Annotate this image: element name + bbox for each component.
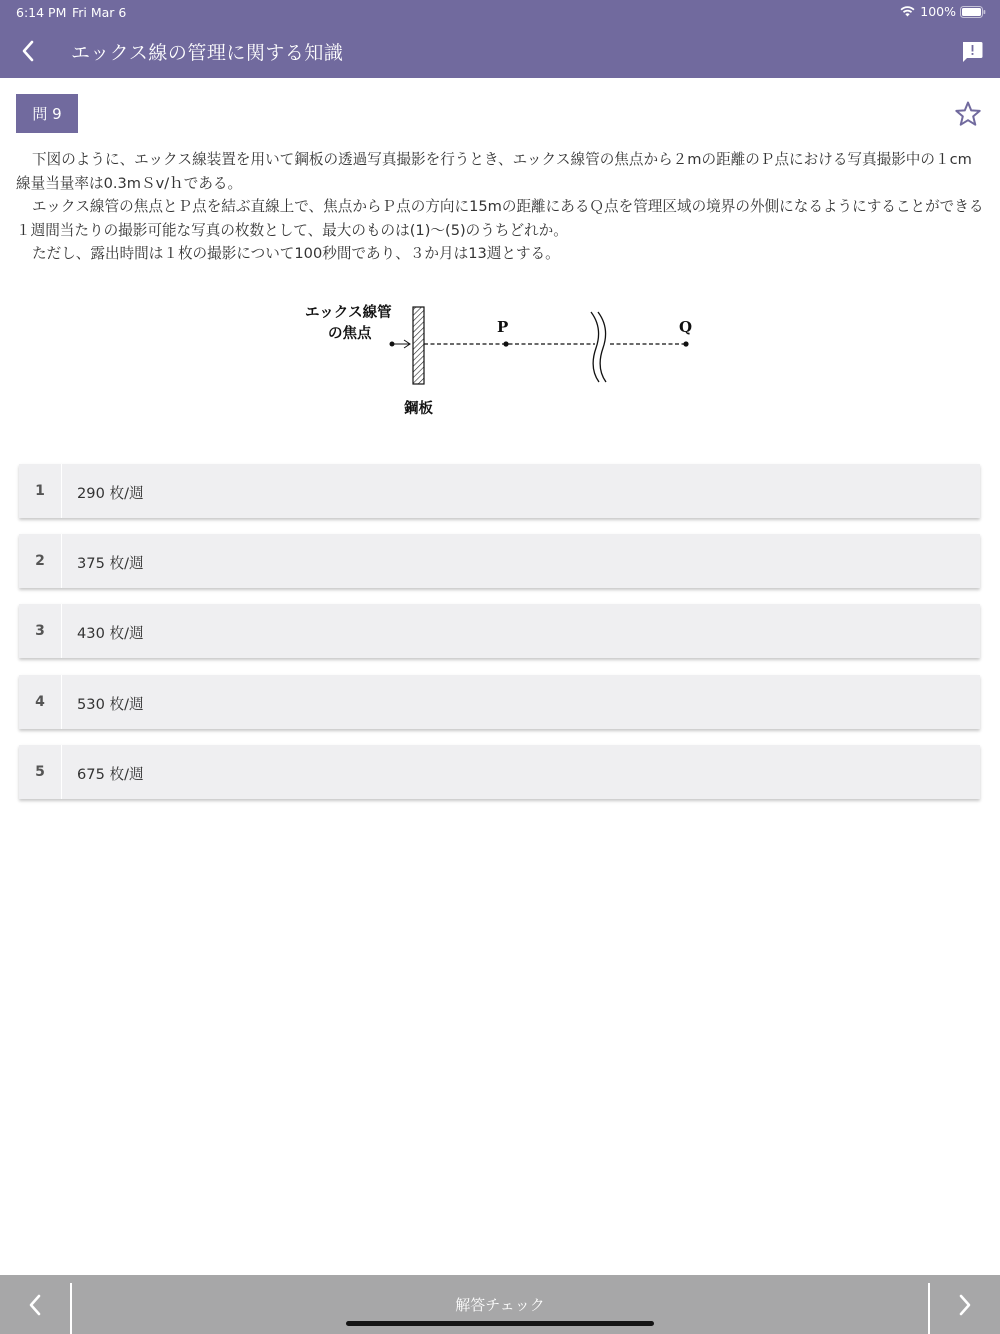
choice-number: 4 bbox=[35, 694, 45, 710]
question-paragraph: 下図のように、エックス線装置を用いて鋼板の透過写真撮影を行うとき、エックス線管の焦点から２mの距離のＰ点における写真撮影中の１cm線量当量率は0.3mＳv/ｈである。 bbox=[16, 151, 972, 192]
page-title: エックス線の管理に関する知識 bbox=[71, 42, 344, 64]
choice-divider bbox=[61, 745, 62, 799]
choice-label: 430 枚/週 bbox=[77, 625, 144, 642]
answer-choice-5[interactable] bbox=[19, 745, 980, 799]
check-answer-button[interactable]: 解答チェック bbox=[455, 1296, 545, 1314]
point-q-label: Q bbox=[679, 318, 693, 336]
home-indicator bbox=[346, 1321, 654, 1326]
choice-label: 290 枚/週 bbox=[77, 485, 144, 502]
choice-divider bbox=[61, 464, 62, 518]
choice-divider bbox=[61, 604, 62, 658]
status-time: 6:14 PM bbox=[16, 5, 67, 20]
chevron-right-icon bbox=[958, 1294, 972, 1316]
point-p-dot bbox=[503, 341, 508, 346]
steel-plate bbox=[413, 307, 424, 384]
previous-question-button[interactable] bbox=[0, 1275, 70, 1334]
question-number-badge: 問 9 bbox=[16, 94, 78, 133]
app-header bbox=[0, 0, 1000, 78]
star-icon bbox=[954, 100, 982, 128]
chevron-left-icon bbox=[28, 1294, 42, 1316]
next-question-button[interactable] bbox=[930, 1275, 1000, 1334]
point-q-dot bbox=[683, 341, 688, 346]
choice-number: 5 bbox=[35, 764, 45, 780]
back-button[interactable] bbox=[14, 36, 42, 66]
feedback-icon bbox=[960, 40, 984, 64]
choice-number: 1 bbox=[35, 483, 45, 499]
status-indicators bbox=[900, 4, 986, 19]
choice-divider bbox=[61, 534, 62, 588]
focus-point bbox=[390, 342, 395, 347]
choice-label: 675 枚/週 bbox=[77, 766, 144, 783]
choice-number: 2 bbox=[35, 553, 45, 569]
point-p-label: P bbox=[497, 318, 509, 336]
question-diagram bbox=[300, 298, 700, 423]
question-text bbox=[16, 148, 986, 266]
plate-label: 鋼板 bbox=[404, 400, 433, 417]
wifi-icon bbox=[900, 6, 915, 17]
answer-choice-3[interactable] bbox=[19, 604, 980, 658]
break-mark bbox=[591, 312, 599, 382]
favorite-button[interactable] bbox=[954, 100, 982, 128]
answer-choice-2[interactable] bbox=[19, 534, 980, 588]
report-button[interactable] bbox=[960, 40, 984, 64]
choice-divider bbox=[61, 675, 62, 729]
choice-label: 530 枚/週 bbox=[77, 696, 144, 713]
battery-percent: 100% bbox=[920, 4, 956, 19]
choice-number: 3 bbox=[35, 623, 45, 639]
answer-choice-4[interactable] bbox=[19, 675, 980, 729]
answer-choice-1[interactable] bbox=[19, 464, 980, 518]
focus-label: の焦点 bbox=[328, 325, 372, 342]
focus-label: エックス線管 bbox=[305, 304, 392, 321]
choice-label: 375 枚/週 bbox=[77, 555, 144, 572]
question-paragraph: ただし、露出時間は１枚の撮影について100秒間であり、３か月は13週とする。 bbox=[32, 245, 560, 262]
question-paragraph: エックス線管の焦点とＰ点を結ぶ直線上で、焦点からＰ点の方向に15mの距離にあるＱ点を管理区域の境界の外側になるようにすることができる１週間当たりの撮影可能な写真の枚数として、最大のものは(1)〜(5)のうちどれか。 bbox=[16, 198, 984, 239]
status-date: Fri Mar 6 bbox=[72, 5, 127, 20]
chevron-left-icon bbox=[21, 40, 35, 62]
break-mark bbox=[598, 312, 606, 382]
battery-icon bbox=[960, 6, 986, 18]
